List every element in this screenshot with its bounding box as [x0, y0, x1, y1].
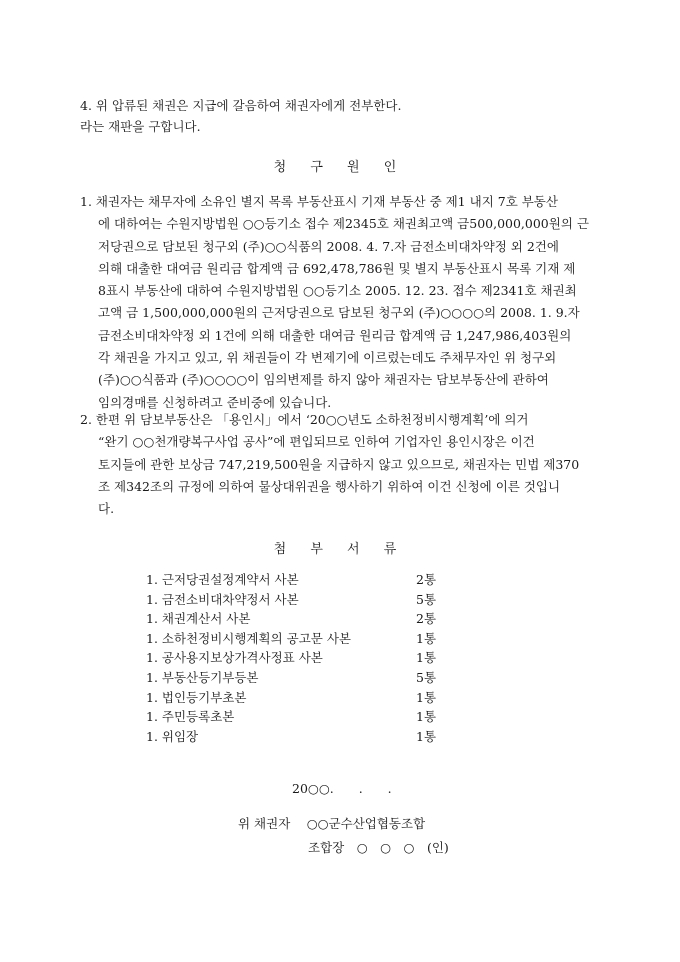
cause-2-line: 다. [98, 501, 115, 517]
representative-line: 조합장 ○ ○ ○ (인) [308, 840, 449, 855]
cause-1-line: 금전소비대차약정 외 1건에 의해 대출한 대여금 원리금 합계액 금 1,247,986,403원의 [98, 327, 572, 343]
attachment-name: 1. 금전소비대차약정서 사본 [146, 591, 299, 607]
attachment-count: 1통 [416, 630, 437, 646]
filing-date: 20○○. . . [292, 781, 392, 796]
cause-2-line: 조 제342조의 규정에 의하여 물상대위권을 행사하기 위하여 이건 신청에 이른 것입니 [98, 478, 561, 494]
cause-2-line: 토지들에 관한 보상금 747,219,500원을 지급하지 않고 있으므로, 채권자는 민법 제370 [98, 456, 580, 472]
cause-2-line: 2. 한편 위 담보부동산은 「용인시」에서 ‘20○○년도 소하천정비시행계획’에 의거 [80, 412, 529, 427]
cause-1-line: 8표시 부동산에 대하여 수원지방법원 ○○등기소 2005. 12. 23. 접수 제2341호 채권최 [98, 283, 577, 299]
attachment-count: 5통 [416, 669, 437, 685]
attachment-count: 1통 [416, 709, 437, 725]
cause-2-line: “완기 ○○천개량복구사업 공사”에 편입되므로 인하여 기업자인 용인시장은 이건 [98, 434, 535, 450]
attachment-item [146, 572, 446, 592]
cause-1-line: 에 대하여는 수원지방법원 ○○등기소 접수 제2345호 채권최고액 금500,000,000원의 근 [98, 216, 589, 232]
attachment-count: 1통 [416, 728, 437, 744]
cause-1-line: 고액 금 1,500,000,000원의 근저당권으로 담보된 청구외 (주)○○○○의 2008. 1. 9.자 [98, 305, 580, 321]
attachment-item [146, 729, 446, 749]
attachment-count: 2통 [416, 572, 437, 587]
attachment-name: 1. 채권계산서 사본 [146, 611, 251, 627]
attachment-item [146, 690, 446, 710]
cause-1-line: 의해 대출한 대여금 원리금 합계액 금 692,478,786원 및 별지 부동산표시 목록 기재 제 [98, 260, 576, 276]
intro-line-1: 4. 위 압류된 채권은 지급에 갈음하여 채권자에게 전부한다. [80, 98, 402, 113]
cause-heading: 청 구 원 인 [273, 160, 407, 175]
attachment-name: 1. 위임장 [146, 728, 199, 744]
attachment-item [146, 670, 446, 690]
creditor-line: 위 채권자 ○○군수산업협동조합 [238, 816, 426, 831]
attachment-count: 1통 [416, 650, 437, 666]
attachment-item [146, 592, 446, 612]
attachments-list [146, 572, 446, 748]
cause-paragraph-2 [80, 412, 608, 523]
attachment-item [146, 611, 446, 631]
intro-line-2: 라는 재판을 구합니다. [80, 119, 201, 134]
attachments-heading: 첨 부 서 류 [273, 542, 407, 557]
attachment-name: 1. 근저당권설정계약서 사본 [146, 572, 299, 587]
attachment-count: 5통 [416, 591, 437, 607]
attachment-name: 1. 소하천정비시행계획의 공고문 사본 [146, 630, 351, 646]
attachment-count: 1통 [416, 689, 437, 705]
attachment-name: 1. 부동산등기부등본 [146, 669, 259, 685]
attachment-name: 1. 공사용지보상가격사정표 사본 [146, 650, 323, 666]
attachment-item [146, 709, 446, 729]
cause-1-line: 임의경매를 신청하려고 준비중에 있습니다. [98, 394, 332, 410]
cause-1-line: 1. 채권자는 채무자에 소유인 별지 목록 부동산표시 기재 부동산 중 제1 내지 7호 부동산 [80, 194, 558, 209]
cause-paragraph-1 [80, 194, 608, 417]
attachment-name: 1. 주민등록초본 [146, 709, 235, 725]
attachment-name: 1. 법인등기부초본 [146, 689, 247, 705]
attachment-item [146, 650, 446, 670]
cause-1-line: (주)○○식품과 (주)○○○○이 임의변제를 하지 않아 채권자는 담보부동산에 관하여 [98, 372, 549, 388]
cause-1-line: 각 채권을 가지고 있고, 위 채권들이 각 변제기에 이르렀는데도 주채무자인 위 청구외 [98, 350, 557, 366]
cause-1-line: 저당권으로 담보된 청구외 (주)○○식품의 2008. 4. 7.자 금전소비대차약정 외 2건에 [98, 238, 559, 254]
attachment-item [146, 631, 446, 651]
attachment-count: 2통 [416, 611, 437, 627]
